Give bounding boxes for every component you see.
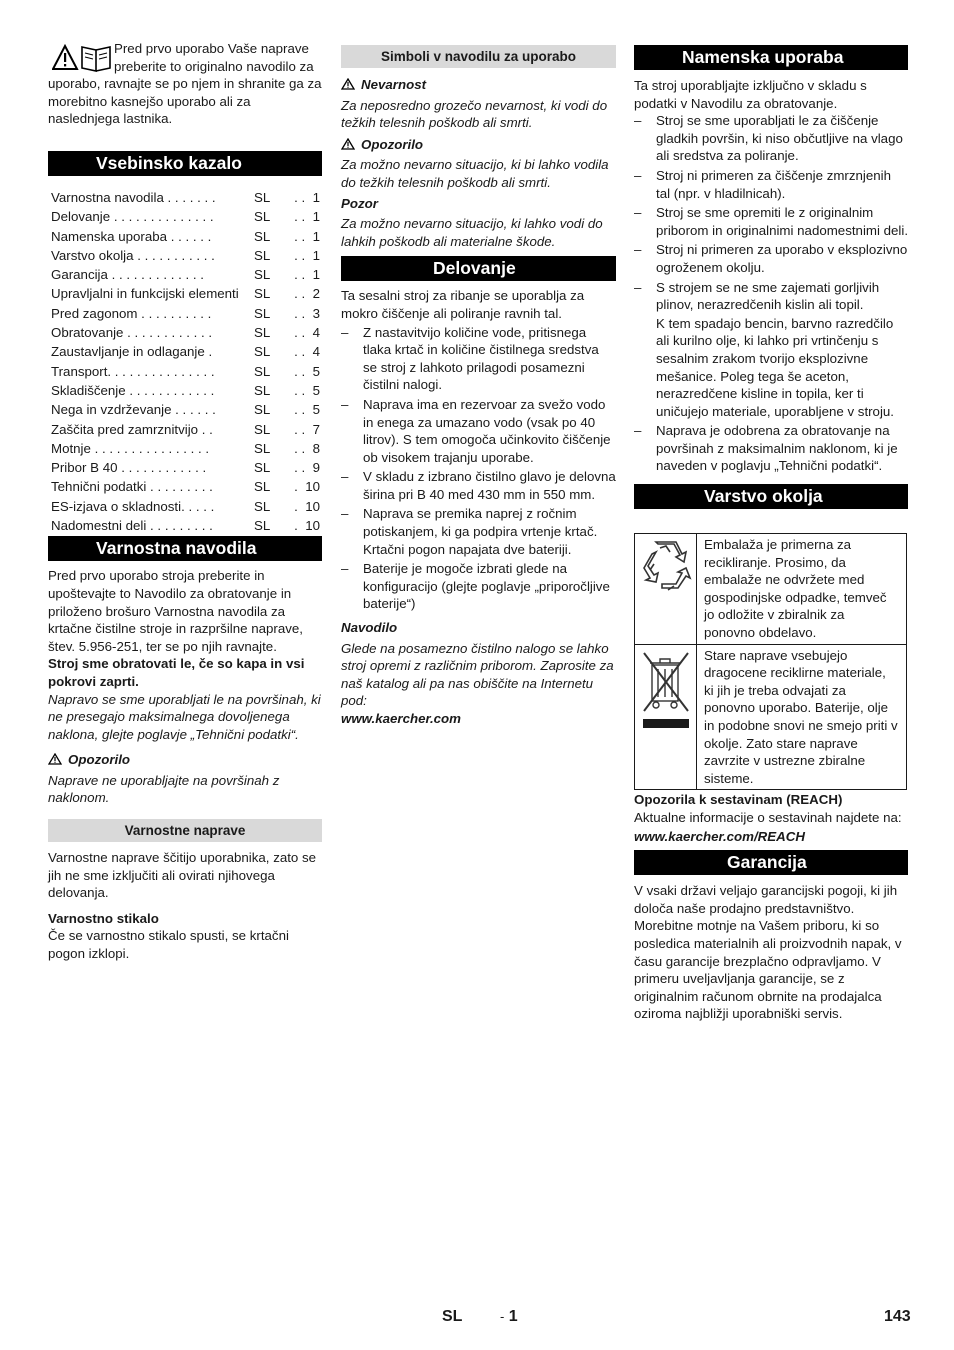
table-row <box>635 644 907 790</box>
toc-entry-lang: SL <box>254 267 271 283</box>
environment-table <box>634 533 907 790</box>
warranty-header: Garancija <box>634 850 908 875</box>
manual-book-icon <box>82 47 110 71</box>
list-item: – Stroj se sme uporabljati le za čiščenje gladkih površin, ki niso občutljive na vlago ali sredstva za poliranje. <box>634 112 908 165</box>
list-item: – Z nastavitvijo količine vode, pritisnega tlaka krtač in količine čistilnega sredstva se stroj z lahkoto prilagodi posamezni čistilni nalogi. <box>341 324 616 394</box>
toc-entry-lang: SL <box>254 440 271 456</box>
danger-text: Za neposredno grozečo nevarnost, ki vodi do težkih telesnih poškodb ali smrti. <box>341 97 608 131</box>
intended-intro: Ta stroj uporabljajte izključno v skladu s podatki v Navodilu za obratovanje. <box>634 78 867 111</box>
toc-entry-page: . . 8 <box>294 440 320 456</box>
intro-text-content: Pred prvo uporabo Vaše naprave preberite to originalno navodilo za uporabo, ravnajte se po njem in shranite ga za morebitno kasnejšo uporabo ali za naslednjega lastnika. <box>48 41 322 127</box>
operation-intro: Ta sesalni stroj za ribanje se uporablja za mokro čiščenje ali poliranje ravnih tal. <box>341 288 585 321</box>
intro-block <box>48 40 322 144</box>
toc-entry-page: . . 1 <box>294 209 320 225</box>
toc-header: Vsebinsko kazalo <box>48 151 322 176</box>
toc-entry-lang: SL <box>254 402 271 418</box>
warning-label-text: Opozorilo <box>361 136 424 152</box>
warranty-text: V vsaki državi veljajo garancijski pogoji, ki jih določa naše prodajno predstavništvo. Morebitne motnje na Vašem priboru, ki so posledica materialnih ali proizvodnih napak, v času garancije brezplačno odpravljamo. V primeru uveljavljanja garancije, se z originalnim računom obrnite na prodajalca oziroma najbližji uporabniški servis. <box>634 883 902 1022</box>
safety-header: Varnostna navodila <box>48 536 322 561</box>
toc-entry-page: . . 3 <box>294 305 320 321</box>
toc-entry[interactable] <box>51 458 322 477</box>
environment-header: Varstvo okolja <box>634 484 908 509</box>
toc-entry-page: . . 5 <box>294 382 320 398</box>
toc-entry-lang: SL <box>254 286 271 302</box>
danger-label <box>341 76 616 94</box>
safety-devices-text: Varnostne naprave ščitijo uporabnika, zato se jih ne sme izključiti ali ovirati njihovega delovanja. <box>48 850 317 901</box>
toc-entry[interactable] <box>51 381 322 400</box>
toc-entry-title: Transport. . . . . . . . . . . . . . . <box>51 363 215 379</box>
toc-entry-title: Pred zagonom . . . . . . . . . . <box>51 305 212 321</box>
toc-entry-title: Namenska uporaba . . . . . . <box>51 228 212 244</box>
note-text: Glede na posamezno čistilno nalogo se lahko stroj opremi z različnim priborom. Zaprosite za naš katalog ali pa nas obiščite na Internetu pod: <box>341 640 614 709</box>
column-right <box>634 45 908 1023</box>
safety-covers-note: Stroj sme obratovati le, če so kapa in vsi pokrovi zaprti. <box>48 656 305 689</box>
toc-entry-page: . . 5 <box>294 402 320 418</box>
toc-entry-lang: SL <box>254 479 271 495</box>
toc-entry-lang: SL <box>254 209 271 225</box>
toc-entry[interactable] <box>51 362 322 381</box>
note-url[interactable]: www.kaercher.com <box>341 711 461 726</box>
warning-icon <box>341 138 355 150</box>
toc-entry-lang: SL <box>254 228 271 244</box>
weee-text: Stare naprave vsebujejo dragocene reciklirne materiale, ki jih je treba odvajati za ponovno uporabo. Baterije, olje in podobne snovi ne smejo priti v okolje. Zato stare naprave zavrzite v ustrezne zbiralne sisteme. <box>697 644 907 790</box>
reach-title: Opozorila k sestavinam (REACH) <box>634 792 843 808</box>
toc-entry-page: . 10 <box>294 518 320 534</box>
toc-entry-lang: SL <box>254 382 271 398</box>
toc-entry-title: Obratovanje . . . . . . . . . . . . <box>51 325 213 341</box>
toc-entry-page: . . 1 <box>294 267 320 283</box>
safety-warning-text: Naprave ne uporabljajte na površinah z naklonom. <box>48 772 280 806</box>
toc-entry-page: . 10 <box>294 479 320 495</box>
toc-entry[interactable] <box>51 246 322 265</box>
toc-entry-title: Garancija . . . . . . . . . . . . . <box>51 267 204 283</box>
operation-list <box>341 324 616 614</box>
footer-section: - 1 <box>500 1308 518 1325</box>
toc-entry[interactable] <box>51 304 322 323</box>
list-item: – Stroj ni primeren za uporabo v eksplozivno ogroženem okolju. <box>634 241 908 276</box>
toc-entry[interactable] <box>51 265 322 284</box>
list-item: – Naprava se premika naprej z ročnim potiskanjem, ki ga podpira vrtenje krtač. Krtačni pogon napajata dve bateriji. <box>341 505 616 558</box>
safety-paragraph: Pred prvo uporabo stroja preberite in upoštevajte to Navodilo za obratovanje in priloženo brošuro Varnostna navodila za krtačne čistilne stroje in razpršilne naprave, štev. 5.956-251, ter se po njih ravnajte. <box>48 568 303 654</box>
toc-entry-page: . . 2 <box>294 286 320 302</box>
toc-entry-lang: SL <box>254 344 271 360</box>
toc-list <box>51 188 322 535</box>
toc-entry-title: ES-izjava o skladnosti. . . . . <box>51 498 215 514</box>
toc-entry-lang: SL <box>254 247 271 263</box>
footer-lang: SL <box>442 1308 463 1325</box>
toc-entry[interactable] <box>51 323 322 342</box>
toc-entry-lang: SL <box>254 518 271 534</box>
toc-entry[interactable] <box>51 207 322 226</box>
toc-entry-lang: SL <box>254 325 271 341</box>
toc-entry-lang: SL <box>254 498 271 514</box>
reach-text: Aktualne informacije o sestavinah najdete na: <box>634 809 902 825</box>
column-middle <box>341 45 616 728</box>
danger-label-text: Nevarnost <box>361 77 427 92</box>
toc-entry-page: . . 1 <box>294 190 320 205</box>
toc-entry-page: . . 9 <box>294 460 320 476</box>
intended-list-last <box>634 422 908 475</box>
toc-entry[interactable] <box>51 284 322 303</box>
reach-url[interactable]: www.kaercher.com/REACH <box>634 828 805 844</box>
toc-entry-page: . . 4 <box>294 325 320 341</box>
toc-entry[interactable] <box>51 227 322 246</box>
toc-entry-page: . . 1 <box>294 228 320 244</box>
list-item: – Stroj se sme opremiti le z originalnim priborom in originalnimi nadomestnimi deli. <box>634 204 908 239</box>
toc-entry[interactable] <box>51 516 322 535</box>
list-item: – V skladu z izbrano čistilno glavo je delovna širina pri B 40 med 430 mm in 550 mm. <box>341 468 616 503</box>
page-number: 143 <box>884 1308 911 1325</box>
toc-entry-title: Zaščita pred zamrznitvijo . . <box>51 421 213 437</box>
safety-switch-text: Če se varnostno stikalo spusti, se krtačni pogon izklopi. <box>48 928 289 962</box>
toc-entry[interactable] <box>51 497 322 516</box>
toc-entry-lang: SL <box>254 421 271 437</box>
toc-entry-title: Zaustavljanje in odlaganje . <box>51 344 213 360</box>
toc-entry-lang: SL <box>254 305 271 321</box>
safety-slope-note: Napravo se sme uporabljati le na površinah, ki ne presegajo maksimalnega dovoljenega naklona, glejte poglavje „Tehnični podatki“. <box>48 691 321 742</box>
crossed-bin-icon <box>638 649 694 731</box>
safety-devices-header: Varnostne naprave <box>48 819 322 842</box>
warning-icon <box>48 753 62 765</box>
table-row <box>635 534 907 645</box>
note-label: Navodilo <box>341 620 398 636</box>
toc-entry-page: . . 1 <box>294 247 320 263</box>
toc-entry-title: Upravljalni in funkcijski elementi <box>51 286 239 302</box>
toc-entry-lang: SL <box>254 460 271 476</box>
list-item: – S strojem se ne sme zajemati gorljivih plinov, nerazredčenih kislin ali topil. <box>634 279 908 314</box>
intended-extra: K tem spadajo bencin, barvno razredčilo ali kurilno olje, ki lahko pri vrtinčenju s sesalnim zrakom tvorijo eksplozivne mešanice. Poleg tega še aceton, nerazredčene kisline in topila, ker ti uničujejo materiale, uporabljene v stroju. <box>656 315 895 419</box>
toc-entry-title: Tehnični podatki . . . . . . . . . <box>51 479 213 495</box>
warning-text: Za možno nevarno situacijo, ki bi lahko vodila do težkih telesnih poškodb ali smrti. <box>341 157 609 190</box>
toc-entry-page: . . 5 <box>294 363 320 379</box>
toc-entry[interactable] <box>51 477 322 496</box>
toc-entry-title: Nadomestni deli . . . . . . . . . <box>51 518 213 534</box>
recycle-text: Embalaža je primerna za recikliranje. Prosimo, da embalaže ne odvržete med gospodinjske odpadke, temveč jo odložite v zbiralnik za ponovno obdelavo. <box>697 534 907 645</box>
toc-entry[interactable] <box>51 439 322 458</box>
toc-entry-title: Skladiščenje . . . . . . . . . . . . <box>51 382 215 398</box>
list-item: – Naprava ima en rezervoar za svežo vodo in enega za umazano vodo (vsak po 40 litrov). S tem omogoča učinkovito čiščenje ob visokem trajanju uporabe. <box>341 396 616 466</box>
intro-icons <box>52 44 114 72</box>
toc-entry-title: Nega in vzdrževanje . . . . . . <box>51 402 216 418</box>
list-item: – Naprava je odobrena za obratovanje na površinah z maksimalnim naklonom, ki je naveden v poglavju „Tehnični podatki“. <box>634 422 908 475</box>
list-item: – Stroj ni primeren za čiščenje zmrznjenih tal (npr. v hladilnicah). <box>634 167 908 202</box>
warning-triangle-icon <box>53 46 77 69</box>
warning-label <box>341 136 616 154</box>
toc-entry[interactable] <box>51 188 322 207</box>
list-item: – Baterije je mogoče izbrati glede na konfiguracijo (glejte poglavje „priporočljive baterije“) <box>341 560 616 613</box>
toc-entry-lang: SL <box>254 363 271 379</box>
footer-section-number: 1 <box>508 1308 518 1325</box>
symbols-header: Simboli v navodilu za uporabo <box>341 45 616 68</box>
weee-cell <box>635 644 697 790</box>
toc-entry-title: Varstvo okolja . . . . . . . . . . . <box>51 247 215 263</box>
operation-header: Delovanje <box>341 256 616 281</box>
recycle-icon <box>638 538 694 596</box>
toc-entry-page: . . 7 <box>294 421 320 437</box>
recycle-cell <box>635 534 697 645</box>
toc-entry[interactable] <box>51 342 322 361</box>
safety-warning-label <box>48 751 322 769</box>
caution-text: Za možno nevarno situacijo, ki lahko vodi do lahkih poškodb ali materialne škode. <box>341 216 603 249</box>
toc-entry-page: . . 4 <box>294 344 320 360</box>
safety-switch-title: Varnostno stikalo <box>48 910 159 926</box>
toc-entry-page: . 10 <box>294 498 320 514</box>
column-left <box>48 40 322 963</box>
intended-list <box>634 112 908 314</box>
caution-label: Pozor <box>341 195 378 211</box>
danger-icon <box>341 78 355 90</box>
toc-entry-title: Delovanje . . . . . . . . . . . . . . <box>51 209 214 225</box>
intended-header: Namenska uporaba <box>634 45 908 70</box>
toc-entry[interactable] <box>51 400 322 419</box>
toc-entry-title: Pribor B 40 . . . . . . . . . . . . <box>51 460 207 476</box>
toc-entry[interactable] <box>51 420 322 439</box>
toc-entry-lang: SL <box>254 190 271 205</box>
toc-entry-title: Motnje . . . . . . . . . . . . . . . . <box>51 440 210 456</box>
safety-warning-label-text: Opozorilo <box>68 752 131 768</box>
toc-entry-title: Varnostna navodila . . . . . . . <box>51 190 216 205</box>
